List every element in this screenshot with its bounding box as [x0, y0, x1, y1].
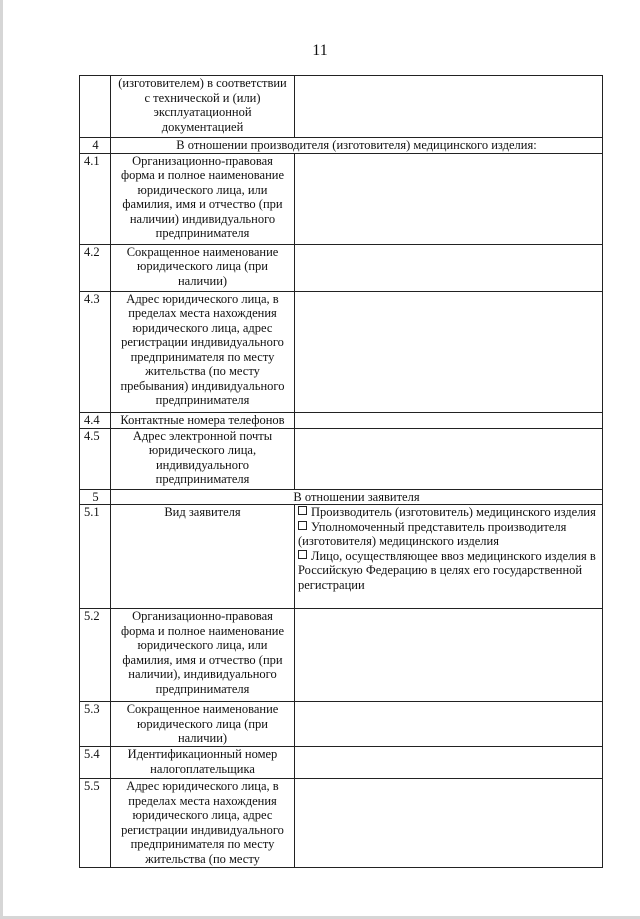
- value-cell[interactable]: [295, 244, 603, 291]
- row-number: 5.5: [80, 779, 111, 868]
- checkbox-icon[interactable]: [298, 521, 307, 530]
- option-importer[interactable]: [298, 549, 599, 593]
- section-number: 5: [80, 489, 111, 505]
- row-number: 5.1: [80, 505, 111, 609]
- section-header-row: [80, 489, 603, 505]
- applicant-type-options: [295, 505, 603, 609]
- value-cell[interactable]: [295, 747, 603, 779]
- section-title: В отношении производителя (изготовителя) медицинского изделия:: [111, 138, 603, 154]
- row-label: Идентификационный номер налогоплательщика: [111, 747, 295, 779]
- value-cell[interactable]: [295, 702, 603, 747]
- row-number: 4.2: [80, 244, 111, 291]
- registration-form-table: [79, 75, 603, 868]
- section-header-row: [80, 138, 603, 154]
- row-number: 4.5: [80, 428, 111, 489]
- row-label: Адрес электронной почты юридического лица, индивидуального предпринимателя: [111, 428, 295, 489]
- value-cell[interactable]: [295, 779, 603, 868]
- section-number: 4: [80, 138, 111, 154]
- row-label: Вид заявителя: [111, 505, 295, 609]
- row-label: Сокращенное наименование юридического лица (при наличии): [111, 702, 295, 747]
- row-number: 5.4: [80, 747, 111, 779]
- row-number: [80, 76, 111, 138]
- table-row: [80, 244, 603, 291]
- row-number: 4.3: [80, 291, 111, 412]
- row-number: 5.2: [80, 609, 111, 702]
- value-cell[interactable]: [295, 76, 603, 138]
- row-number: 4.1: [80, 153, 111, 244]
- table-row: [80, 153, 603, 244]
- table-row: [80, 428, 603, 489]
- table-row: [80, 76, 603, 138]
- page-number: 11: [312, 42, 328, 59]
- row-number: 4.4: [80, 412, 111, 428]
- row-label: (изготовителем) в соответствии с технической и (или) эксплуатационной документацией: [111, 76, 295, 138]
- table-row: [80, 609, 603, 702]
- value-cell[interactable]: [295, 153, 603, 244]
- table-row: [80, 505, 603, 609]
- option-authorized-representative[interactable]: [298, 520, 599, 549]
- row-label: Адрес юридического лица, в пределах места нахождения юридического лица, адрес регистрации индивидуального предпринимателя по месту жительства (по месту пребывания) индивидуального предпринимателя: [111, 291, 295, 412]
- option-label: Уполномоченный представитель производителя (изготовителя) медицинского изделия: [298, 519, 567, 548]
- value-cell[interactable]: [295, 428, 603, 489]
- table-row: [80, 702, 603, 747]
- row-label: Организационно-правовая форма и полное наименование юридического лица, или фамилия, имя и отчество (при наличии) индивидуального предпринимателя: [111, 153, 295, 244]
- scan-edge-left: [0, 0, 3, 919]
- table-row: [80, 291, 603, 412]
- option-label: Лицо, осуществляющее ввоз медицинского изделия в Российскую Федерацию в целях его государственной регистрации: [298, 548, 596, 592]
- table-row: [80, 779, 603, 868]
- checkbox-icon[interactable]: [298, 550, 307, 559]
- section-title: В отношении заявителя: [111, 489, 603, 505]
- row-label: Сокращенное наименование юридического лица (при наличии): [111, 244, 295, 291]
- row-number: 5.3: [80, 702, 111, 747]
- row-label: Организационно-правовая форма и полное наименование юридического лица, или фамилия, имя и отчество (при наличии), индивидуального предпринимателя: [111, 609, 295, 702]
- row-label: Адрес юридического лица, в пределах места нахождения юридического лица, адрес регистрации индивидуального предпринимателя по месту жительства (по месту: [111, 779, 295, 868]
- table-row: [80, 412, 603, 428]
- value-cell[interactable]: [295, 609, 603, 702]
- option-manufacturer[interactable]: [298, 505, 599, 520]
- value-cell[interactable]: [295, 291, 603, 412]
- row-label: Контактные номера телефонов: [111, 412, 295, 428]
- checkbox-icon[interactable]: [298, 506, 307, 515]
- option-label: Производитель (изготовитель) медицинского изделия: [311, 505, 596, 519]
- table-row: [80, 747, 603, 779]
- value-cell[interactable]: [295, 412, 603, 428]
